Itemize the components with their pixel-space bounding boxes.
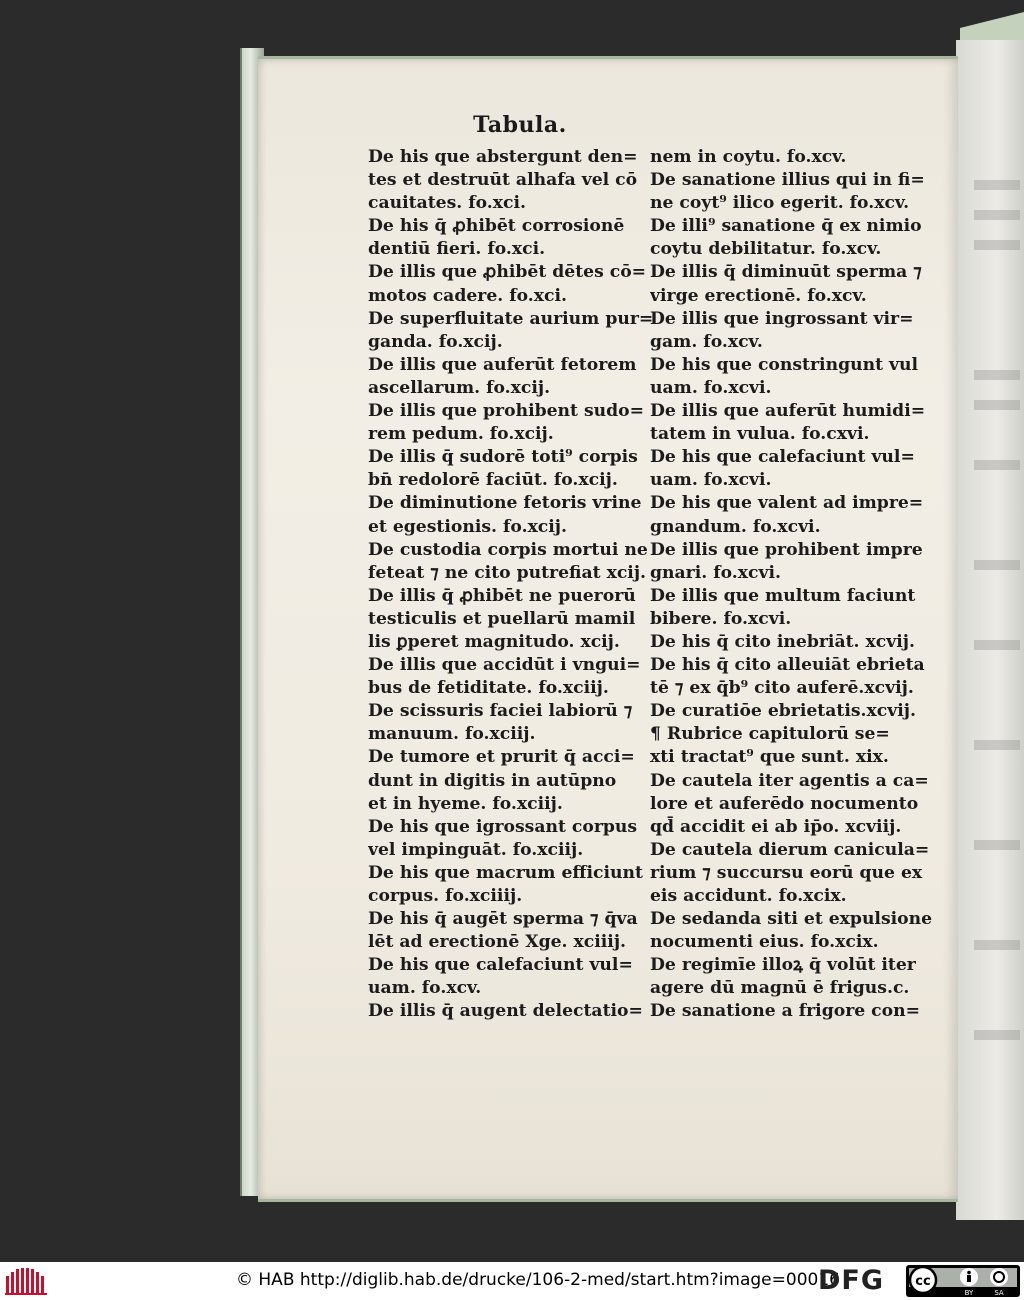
text-line: ascellarum. fo.xcij. xyxy=(368,377,551,398)
text-line: rem pedum. fo.xcij. xyxy=(368,424,554,445)
text-line: lēt ad erectionē Xge. xciiij. xyxy=(368,932,627,953)
text-line: gnandum. fo.xcvi. xyxy=(650,516,821,537)
text-line: De illis q̄ sudorē toti⁹ corpis xyxy=(368,447,638,468)
text-line: De his q̄ cito alleuiāt ebrieta xyxy=(650,655,925,676)
text-line: De his que valent ad impre= xyxy=(650,493,924,514)
text-line: tatem in vulua. fo.cxvi. xyxy=(650,424,870,445)
text-line: De scissuris faciei labiorū ⁊ xyxy=(368,701,633,722)
text-line: De custodia corpis mortui ne xyxy=(368,539,648,560)
text-line: De his que igrossant corpus xyxy=(368,816,638,837)
text-line: coytu debilitatur. fo.xcv. xyxy=(650,239,882,260)
text-line: eis accidunt. fo.xcix. xyxy=(650,886,847,906)
text-line: cauitates. fo.xci. xyxy=(368,193,526,214)
text-line: tē ⁊ ex q̄b⁹ cito auferē.xcvij. xyxy=(650,678,914,699)
license-sa-label: SA xyxy=(994,1289,1004,1297)
text-line: xti tractat⁹ que sunt. xix. xyxy=(650,747,889,768)
text-line: De illis q̄ augent delectatio= xyxy=(368,1001,643,1022)
text-line: De his que calefaciunt vul= xyxy=(650,447,915,468)
text-line: virge erectionē. fo.xcv. xyxy=(650,285,867,306)
text-line: De cautela dierum canicula= xyxy=(650,839,930,860)
text-line: De diminutione fetoris vrine xyxy=(368,493,642,514)
text-line: De illis que ꝓhibēt dētes cō= xyxy=(368,262,647,283)
page-heading: Tabula. xyxy=(473,112,567,138)
text-line: lore et auferēdo nocumento xyxy=(650,793,919,814)
text-line: De illis que auferūt humidi= xyxy=(650,401,926,422)
text-line: dentiū fieri. fo.xci. xyxy=(368,239,546,260)
hab-logo-icon xyxy=(4,1266,50,1296)
text-line: De his que constringunt vul xyxy=(650,354,919,375)
text-line: De illis que accidūt i vngui= xyxy=(368,655,641,676)
next-page-edge xyxy=(956,40,1024,1220)
text-line: De his q̄ augēt sperma ⁊ q̄va xyxy=(368,909,638,930)
text-line: uam. fo.xcv. xyxy=(368,978,482,999)
text-line: De illis que ingrossant vir= xyxy=(650,308,914,329)
text-line: qd̄ accidit ei ab ip̄o. xcviij. xyxy=(650,816,902,837)
text-line: nem in coytu. fo.xcv. xyxy=(650,147,847,167)
text-line: uam. fo.xcvi. xyxy=(650,470,772,491)
text-line: De illis q̄ diminuūt sperma ⁊ xyxy=(650,262,922,283)
left-column xyxy=(368,146,656,1024)
text-line: dunt in digitis in autūpno xyxy=(368,770,617,791)
text-line: De illis que prohibent sudo= xyxy=(368,401,645,422)
text-line: bn̄ redolorē faciūt. fo.xcij. xyxy=(368,470,618,491)
text-line: De his que calefaciunt vul= xyxy=(368,955,633,976)
text-line: ¶ Rubrice capitulorū se= xyxy=(650,724,890,745)
text-line: tes et destruūt alhafa vel cō xyxy=(368,170,638,191)
text-line: lis ꝑperet magnitudo. xcij. xyxy=(368,631,620,652)
right-column xyxy=(650,146,938,1024)
cc-by-sa-icon[interactable] xyxy=(906,1265,1020,1297)
dfg-logo: DFG xyxy=(818,1265,885,1296)
text-line: De his q̄ ꝓhibēt corrosionē xyxy=(368,216,625,237)
text-line: vel impinguāt. fo.xciij. xyxy=(368,839,584,860)
text-line: De illis que multum faciunt xyxy=(650,585,916,606)
text-line: De illi⁹ sanatione q̄ ex nimio xyxy=(650,216,922,237)
text-line: gam. fo.xcv. xyxy=(650,331,763,352)
text-line: De tumore et prurit q̄ acci= xyxy=(368,747,635,768)
text-line: De sanatione illius qui in fi= xyxy=(650,170,925,191)
text-line: De superfluitate aurium pur= xyxy=(368,308,654,329)
text-line: corpus. fo.xciiij. xyxy=(368,886,523,906)
text-line: ne coyt⁹ ilico egerit. fo.xcv. xyxy=(650,193,910,214)
copyright-credit[interactable]: © HAB http://diglib.hab.de/drucke/106-2-med/start.htm?image=00016 xyxy=(236,1270,840,1290)
footer-bar xyxy=(0,1262,1024,1300)
text-line: De his que macrum efficiunt xyxy=(368,862,643,883)
text-line: testiculis et puellarū mamil xyxy=(368,608,636,629)
text-line: nocumenti eius. fo.xcix. xyxy=(650,932,879,953)
text-line: De his q̄ cito inebriāt. xcvij. xyxy=(650,631,915,652)
text-line: De illis q̄ ꝓhibēt ne puerorū xyxy=(368,585,636,606)
svg-text:cc: cc xyxy=(915,1274,931,1289)
text-line: et in hyeme. fo.xciij. xyxy=(368,793,563,814)
text-line: manuum. fo.xciij. xyxy=(368,724,536,745)
text-line: De regimīe illoꝝ q̄ volūt iter xyxy=(650,955,916,976)
text-line: uam. fo.xcvi. xyxy=(650,377,772,398)
text-line: motos cadere. fo.xci. xyxy=(368,285,567,306)
text-line: bibere. fo.xcvi. xyxy=(650,608,792,629)
text-line: De cautela iter agentis a ca= xyxy=(650,770,929,791)
text-line: bus de fetiditate. fo.xciij. xyxy=(368,678,609,699)
text-line: rium ⁊ succursu eorū que ex xyxy=(650,862,923,883)
text-line: ganda. fo.xcij. xyxy=(368,331,503,352)
text-line: De sedanda siti et expulsione xyxy=(650,909,933,930)
text-line: feteat ⁊ ne cito putrefiat xcij. xyxy=(368,562,647,583)
text-line: agere dū magnū ē frigus.c. xyxy=(650,978,910,999)
text-line: De his que abstergunt den= xyxy=(368,147,638,167)
text-line: gnari. fo.xcvi. xyxy=(650,562,781,583)
text-line: De sanatione a frigore con= xyxy=(650,1001,920,1022)
text-line: De curatiōe ebrietatis.xcvij. xyxy=(650,701,916,722)
text-line: De illis que auferūt fetorem xyxy=(368,354,637,375)
text-line: et egestionis. fo.xcij. xyxy=(368,516,568,537)
license-by-label: BY xyxy=(964,1289,974,1297)
text-line: De illis que prohibent impre xyxy=(650,539,923,560)
